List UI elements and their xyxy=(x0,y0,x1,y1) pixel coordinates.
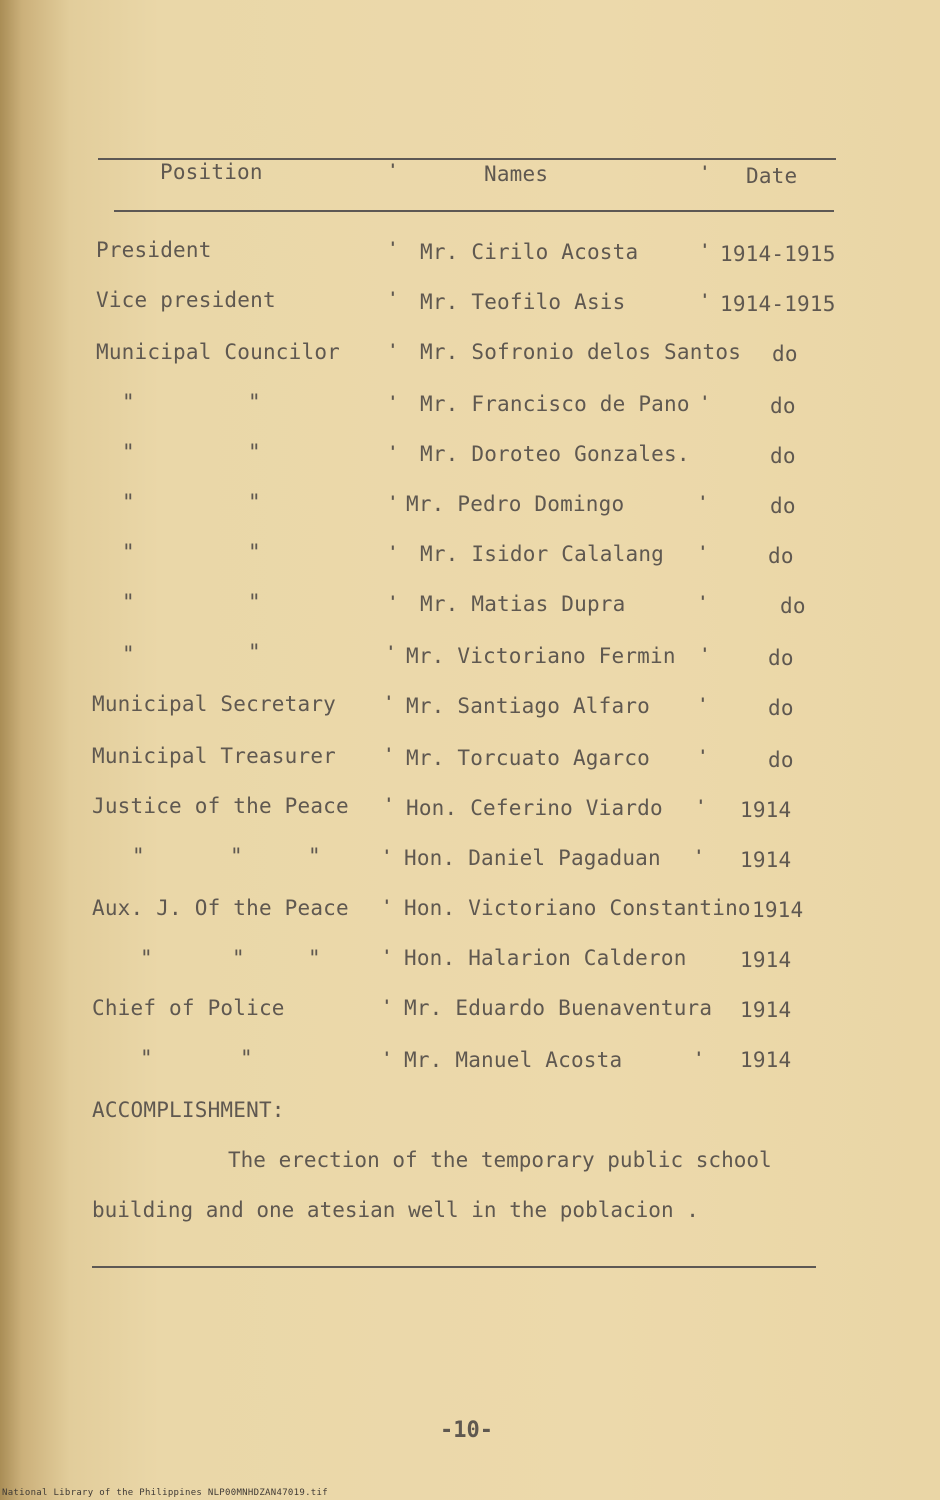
ditto-mark: " xyxy=(308,946,321,970)
header-names: Names xyxy=(484,162,549,186)
scan-footer: National Library of the Philippines NLP00MNHDZAN47019.tif xyxy=(2,1488,328,1498)
ditto-mark: " xyxy=(308,844,321,868)
row-separator: ' xyxy=(700,240,710,259)
row-separator: ' xyxy=(700,290,710,309)
row-name: Mr. Isidor Calalang xyxy=(420,542,665,566)
row-name: Mr. Sofronio delos Santos xyxy=(420,340,742,364)
row-name: Hon. Ceferino Viardo xyxy=(406,796,663,820)
ditto-mark: " xyxy=(240,1046,253,1070)
bottom-rule xyxy=(92,1266,816,1268)
page-number: -10- xyxy=(440,1418,493,1443)
row-date: do xyxy=(780,594,806,618)
row-separator: ' xyxy=(382,1048,392,1067)
row-separator: ' xyxy=(700,392,710,411)
row-separator: ' xyxy=(382,846,392,865)
ditto-mark: " xyxy=(248,640,261,664)
row-name: Hon. Daniel Pagaduan xyxy=(404,846,661,870)
row-date: 1914 xyxy=(740,848,792,872)
row-position: " xyxy=(122,440,135,464)
row-separator: ' xyxy=(388,442,398,461)
row-date: do xyxy=(768,646,794,670)
row-name: Mr. Doroteo Gonzales. xyxy=(420,442,690,466)
row-name: Mr. Matias Dupra xyxy=(420,592,626,616)
row-date: do xyxy=(768,544,794,568)
row-name: Hon. Halarion Calderon xyxy=(404,946,687,970)
row-date: 1914 xyxy=(740,948,792,972)
row-separator: ' xyxy=(388,340,398,359)
row-date: do xyxy=(768,696,794,720)
header-separator: ' xyxy=(388,160,398,179)
row-position: Chief of Police xyxy=(92,996,285,1020)
row-position: " xyxy=(122,390,135,414)
row-separator: ' xyxy=(700,644,710,663)
row-date: do xyxy=(770,444,796,468)
row-position: Municipal Treasurer xyxy=(92,744,337,768)
row-name: Mr. Cirilo Acosta xyxy=(420,240,639,264)
row-date: 1914-1915 xyxy=(720,242,836,266)
row-separator: ' xyxy=(698,746,708,765)
row-separator: ' xyxy=(388,238,398,257)
row-name: Mr. Teofilo Asis xyxy=(420,290,626,314)
row-date: do xyxy=(772,342,798,366)
accomplishment-line-2: building and one atesian well in the poblacion . xyxy=(92,1198,699,1222)
row-separator: ' xyxy=(388,542,398,561)
row-position: Vice president xyxy=(96,288,276,312)
row-separator: ' xyxy=(698,592,708,611)
row-separator: ' xyxy=(384,794,394,813)
row-date: 1914-1915 xyxy=(720,292,836,316)
row-separator: ' xyxy=(382,896,392,915)
ditto-mark: " xyxy=(248,390,261,414)
row-date: do xyxy=(768,748,794,772)
ditto-mark: " xyxy=(248,590,261,614)
ditto-mark: " xyxy=(248,490,261,514)
row-name: Mr. Eduardo Buenaventura xyxy=(404,996,713,1020)
row-separator: ' xyxy=(388,592,398,611)
table-header-rule xyxy=(114,210,834,212)
accomplishment-line-1: The erection of the temporary public school xyxy=(228,1148,772,1172)
row-separator: ' xyxy=(384,744,394,763)
row-name: Mr. Manuel Acosta xyxy=(404,1048,623,1072)
ditto-mark: " xyxy=(232,946,245,970)
header-separator: ' xyxy=(700,162,710,181)
row-separator: ' xyxy=(388,392,398,411)
row-position: " xyxy=(122,490,135,514)
row-separator: ' xyxy=(698,542,708,561)
row-separator: ' xyxy=(698,492,708,511)
row-name: Mr. Victoriano Fermin xyxy=(406,644,676,668)
ditto-mark: " xyxy=(230,844,243,868)
row-position: " xyxy=(122,540,135,564)
row-name: Mr. Santiago Alfaro xyxy=(406,694,651,718)
row-separator: ' xyxy=(384,692,394,711)
row-name: Mr. Francisco de Pano xyxy=(420,392,690,416)
ditto-mark: " xyxy=(248,440,261,464)
row-position: Municipal Secretary xyxy=(92,692,337,716)
header-date: Date xyxy=(746,164,798,188)
row-date: do xyxy=(770,394,796,418)
row-date: 1914 xyxy=(740,1048,792,1072)
header-position: Position xyxy=(160,160,263,184)
row-separator: ' xyxy=(382,946,392,965)
accomplishment-heading: ACCOMPLISHMENT: xyxy=(92,1098,285,1122)
row-position: President xyxy=(96,238,212,262)
row-separator: ' xyxy=(694,1048,704,1067)
row-separator: ' xyxy=(382,996,392,1015)
row-position: " xyxy=(122,590,135,614)
row-name: Mr. Pedro Domingo xyxy=(406,492,625,516)
row-separator: ' xyxy=(696,796,706,815)
row-position: " xyxy=(140,946,153,970)
row-date: 1914 xyxy=(740,998,792,1022)
row-separator: ' xyxy=(698,694,708,713)
row-separator: ' xyxy=(694,846,704,865)
row-position: Justice of the Peace xyxy=(92,794,349,818)
row-position: " xyxy=(132,844,145,868)
row-separator: ' xyxy=(388,288,398,307)
row-date: 1914 xyxy=(740,798,792,822)
row-separator: ' xyxy=(386,642,396,661)
row-date: 1914 xyxy=(752,898,804,922)
row-position: " xyxy=(140,1046,153,1070)
ditto-mark: " xyxy=(248,540,261,564)
row-name: Hon. Victoriano Constantino xyxy=(404,896,751,920)
row-date: do xyxy=(770,494,796,518)
row-name: Mr. Torcuato Agarco xyxy=(406,746,651,770)
row-separator: ' xyxy=(388,492,398,511)
row-position: " xyxy=(122,642,135,666)
row-position: Municipal Councilor xyxy=(96,340,341,364)
row-position: Aux. J. Of the Peace xyxy=(92,896,349,920)
